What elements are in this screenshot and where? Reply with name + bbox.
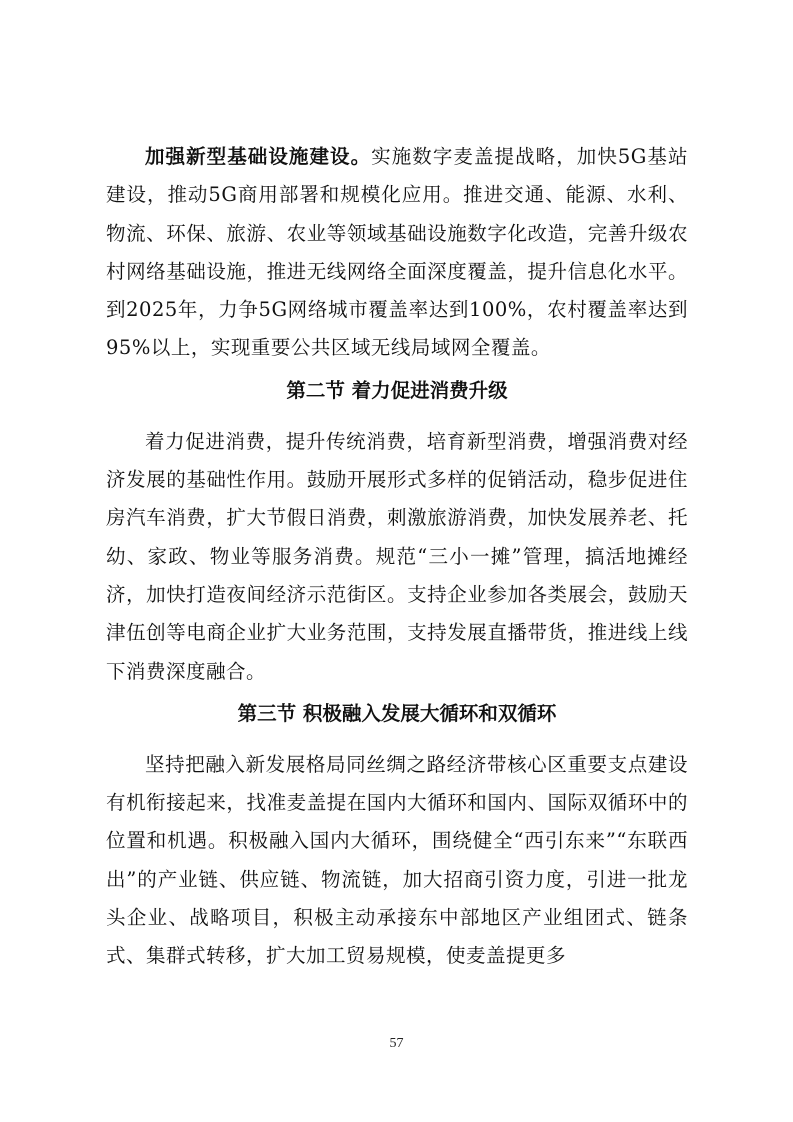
section-heading-circulation: 第三节 积极融入发展大循环和双循环 (237, 701, 557, 725)
paragraph-consumption: 着力促进消费，提升传统消费，培育新型消费，增强消费对经济发展的基础性作用。鼓励开展形式多样的促销活动，稳步促进住房汽车消费，扩大节假日消费，刺激旅游消费，加快发展养老、托幼、家政、物业等服务消费。规范“三小一摊”管理，搞活地摊经济，加快打造夜间经济示范街区。支持企业参加各类展会，鼓励天津伍创等电商企业扩大业务范围，支持发展直播带货，推进线上线下消费深度融合。 (106, 429, 688, 683)
section-heading-consumption: 第二节 着力促进消费升级 (286, 378, 508, 402)
page-number: 57 (389, 1036, 404, 1051)
paragraph-lead: 加强新型基础设施建设。 (145, 145, 372, 168)
paragraph-circulation: 坚持把融入新发展格局同丝绸之路经济带核心区重要支点建设有机衔接起来，找准麦盖提在国内大循环和国内、国际双循环中的位置和机遇。积极融入国内大循环，围绕健全“西引东来”“东联西出”的产业链、供应链、物流链，加大招商引资力度，引进一批龙头企业、战略项目，积极主动承接东中部地区产业组团式、链条式、集群式转移，扩大加工贸易规模，使麦盖提更多 (106, 752, 688, 968)
page-content (106, 138, 688, 976)
paragraph-body: 实施数字麦盖提战略，加快5G基站建设，推动5G商用部署和规模化应用。推进交通、能源、水利、物流、环保、旅游、农业等领域基础设施数字化改造，完善升级农村网络基础设施，推进无线网络全面深度覆盖，提升信息化水平。到2025年，力争5G网络城市覆盖率达到100%，农村覆盖率达到95%以上，实现重要公共区域无线局域网全覆盖。 (106, 145, 688, 360)
paragraph-infrastructure (106, 138, 688, 368)
